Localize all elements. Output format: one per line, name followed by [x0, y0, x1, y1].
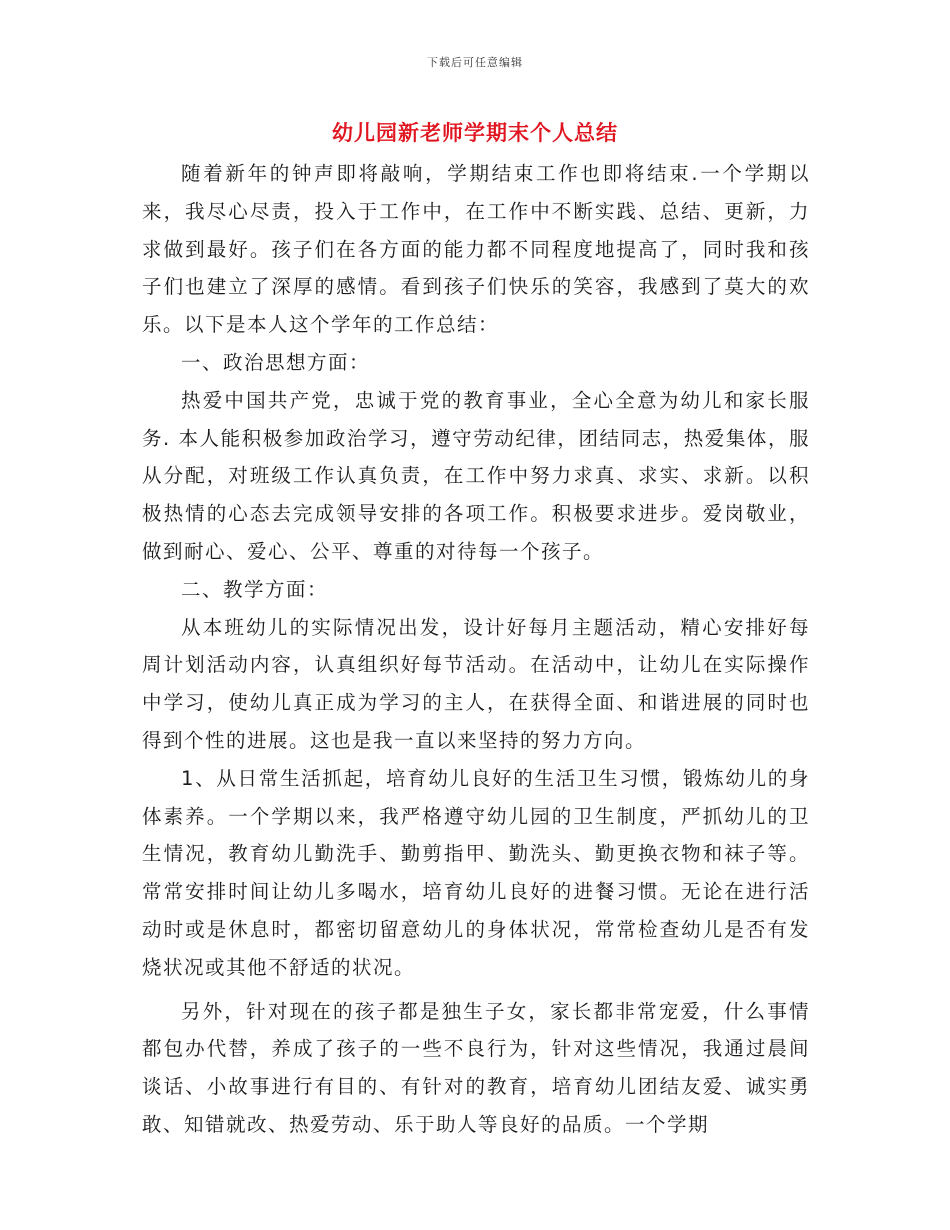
- section-heading-politics: 一、政治思想方面：: [181, 350, 371, 374]
- paragraph-daily-life: 1、从日常生活抓起，培育幼儿良好的生活卫生习惯，锻炼幼儿的身体素养。一个学期以来，我严格遵守幼儿园的卫生制度，严抓幼儿的卫生情况，教育幼儿勤洗手、勤剪指甲、勤洗头、勤更换衣物和袜子等。常常安排时间让幼儿多喝水，培育幼儿良好的进餐习惯。无论在进行活动时或是休息时，都密切留意幼儿的身体状况，常常检查幼儿是否有发烧状况或其他不舒适的状况。: [142, 766, 810, 979]
- paragraph-teaching: 从本班幼儿的实际情况出发，设计好每月主题活动，精心安排好每周计划活动内容，认真组织好每节活动。在活动中，让幼儿在实际操作中学习，使幼儿真正成为学习的主人，在获得全面、和谐进展的同时也得到个性的进展。这也是我一直以来坚持的努力方向。: [142, 615, 810, 752]
- document-body: [142, 155, 810, 1144]
- paragraph-intro: 随着新年的钟声即将敲响，学期结束工作也即将结束.一个学期以来，我尽心尽责，投入于工作中，在工作中不断实践、总结、更新，力求做到最好。孩子们在各方面的能力都不同程度地提高了，同时我和孩子们也建立了深厚的感情。看到孩子们快乐的笑容，我感到了莫大的欢乐。以下是本人这个学年的工作总结：: [142, 162, 810, 337]
- section-heading-teaching: 二、教学方面：: [181, 577, 329, 601]
- paragraph-politics: 热爱中国共产党，忠诚于党的教育事业，全心全意为幼儿和家长服务. 本人能积极参加政治学习，遵守劳动纪律，团结同志，热爱集体，服从分配，对班级工作认真负责，在工作中努力求真、求实、求新。以积极热情的心态去完成领导安排的各项工作。积极要求进步。爱岗敬业，做到耐心、爱心、公平、尊重的对待每一个孩子。: [142, 388, 810, 563]
- paragraph-character: 另外，针对现在的孩子都是独生子女，家长都非常宠爱，什么事情都包办代替，养成了孩子的一些不良行为，针对这些情况，我通过晨间谈话、小故事进行有目的、有针对的教育，培育幼儿团结友爱、诚实勇敢、知错就改、热爱劳动、乐于助人等良好的品质。一个学期: [142, 999, 810, 1136]
- header-note: 下载后可任意编辑: [427, 56, 523, 69]
- document-title: 幼儿园新老师学期末个人总结: [332, 121, 618, 145]
